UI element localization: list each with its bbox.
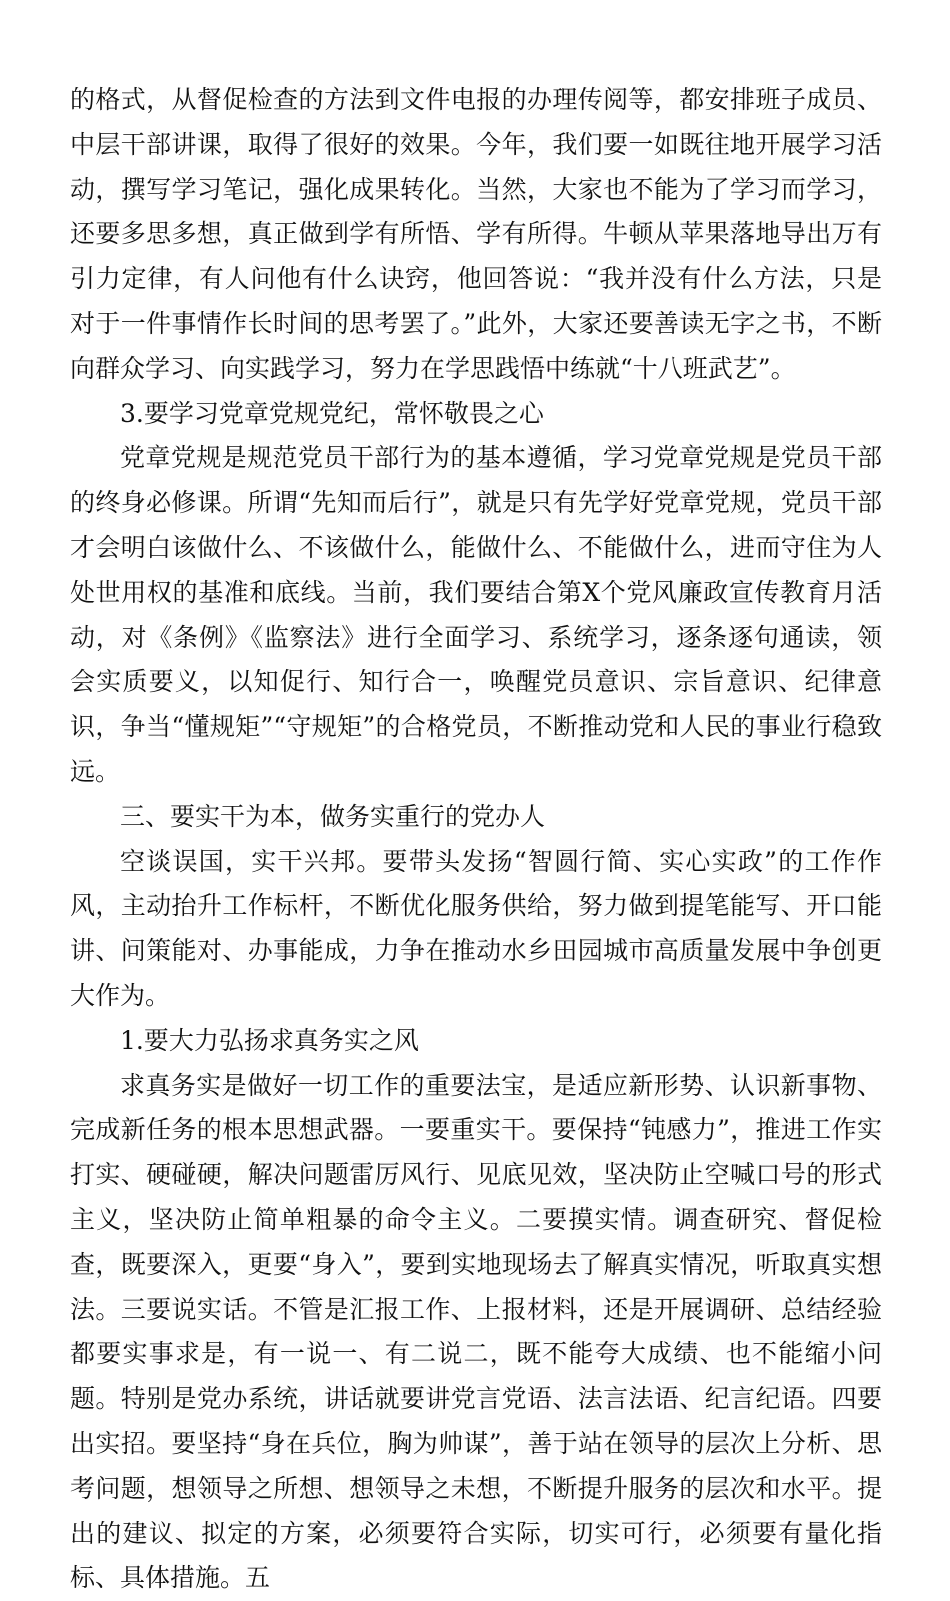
document-page	[70, 78, 882, 1601]
subheading-party-rules: 3.要学习党章党规党纪，常怀敬畏之心	[120, 398, 544, 428]
subheading-truth-seeking: 1.要大力弘扬求真务实之风	[120, 1025, 419, 1055]
body-paragraph-practical-work: 空谈误国，实干兴邦。要带头发扬“智圆行简、实心实政”的工作作风，主动抬升工作标杆，不断优化服务供给，努力做到提笔能写、开口能讲、问策能对、办事能成，力争在推动水乡田园城市高质量发展中争创更大作为。	[70, 846, 882, 1010]
body-paragraph-continued: 的格式，从督促检查的方法到文件电报的办理传阅等，都安排班子成员、中层干部讲课，取得了很好的效果。今年，我们要一如既往地开展学习活动，撰写学习笔记，强化成果转化。当然，大家也不能为了学习而学习，还要多思多想，真正做到学有所悟、学有所得。牛顿从苹果落地导出万有引力定律，有人问他有什么诀窍，他回答说：“我并没有什么方法，只是对于一件事情作长时间的思考罢了。”此外，大家还要善读无字之书，不断向群众学习、向实践学习，努力在学思践悟中练就“十八班武艺”。	[70, 85, 882, 383]
section-heading-practical-work: 三、要实干为本，做务实重行的党办人	[120, 801, 546, 831]
body-paragraph-truth-seeking: 求真务实是做好一切工作的重要法宝，是适应新形势、认识新事物、完成新任务的根本思想武器。一要重实干。要保持“钝感力”，推进工作实打实、硬碰硬，解决问题雷厉风行、见底见效，坚决防止空喊口号的形式主义，坚决防止简单粗暴的命令主义。二要摸实情。调查研究、督促检查，既要深入，更要“身入”，要到实地现场去了解真实情况，听取真实想法。三要说实话。不管是汇报工作、上报材料，还是开展调研、总结经验都要实事求是，有一说一、有二说二，既不能夸大成绩、也不能缩小问题。特别是党办系统，讲话就要讲党言党语、法言法语、纪言纪语。四要出实招。要坚持“身在兵位，胸为帅谋”，善于站在领导的层次上分析、思考问题，想领导之所想、想领导之未想，不断提升服务的层次和水平。提出的建议、拟定的方案，必须要符合实际，切实可行，必须要有量化指标、具体措施。五	[70, 1070, 882, 1593]
body-paragraph-party-rules: 党章党规是规范党员干部行为的基本遵循，学习党章党规是党员干部的终身必修课。所谓“先知而后行”，就是只有先学好党章党规，党员干部才会明白该做什么、不该做什么，能做什么、不能做什么，进而守住为人处世用权的基准和底线。当前，我们要结合第X个党风廉政宣传教育月活动，对《条例》《监察法》进行全面学习、系统学习，逐条逐句通读，领会实质要义，以知促行、知行合一，唤醒党员意识、宗旨意识、纪律意识，争当“懂规矩”“守规矩”的合格党员，不断推动党和人民的事业行稳致远。	[70, 443, 882, 786]
